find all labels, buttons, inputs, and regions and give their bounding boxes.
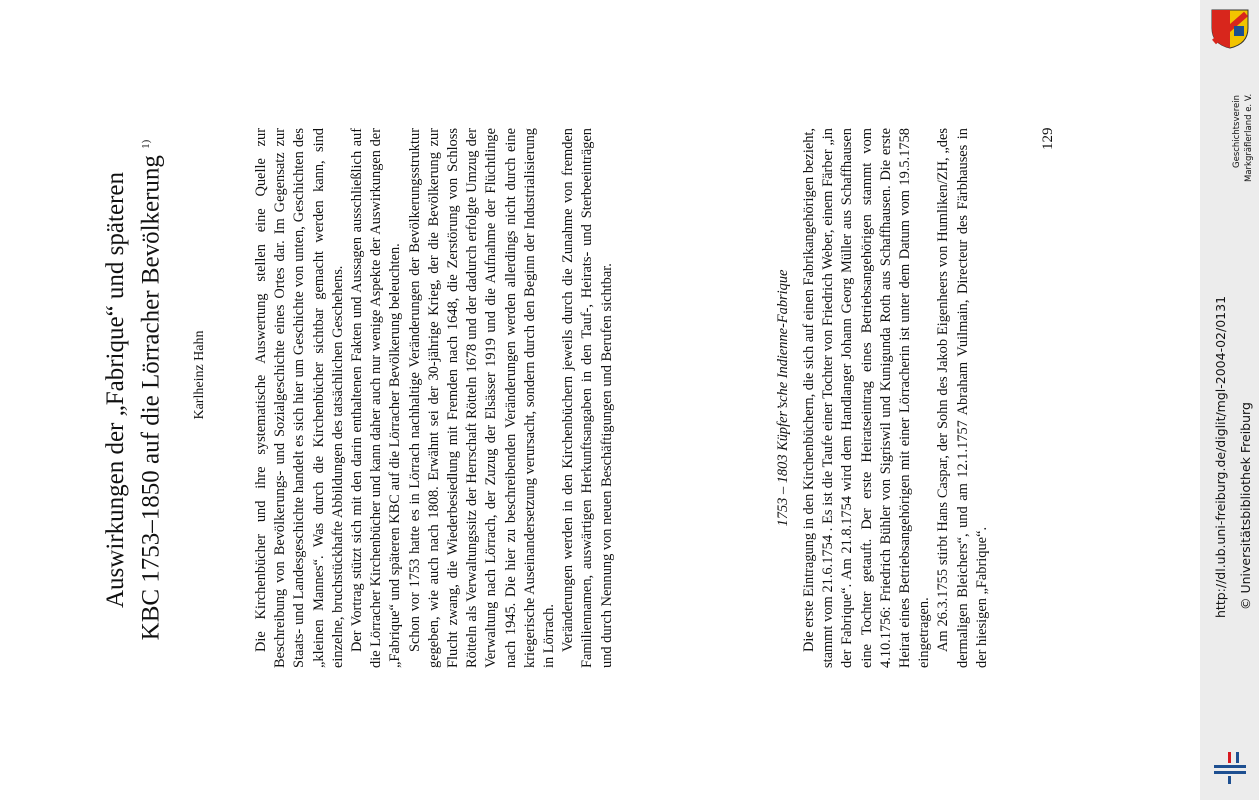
university-library-logo-icon [1210, 748, 1250, 788]
paragraph: Veränderungen werden in den Kirchenbüchern jeweils durch die Zunahme von fremden Familiennamen, auswärtigen Herkunftsangaben in den Tauf-, Heirats- und Sterbeeinträgen und durch Nennung von neuen Beschäftigungen und Berufen sichtbar. [560, 128, 615, 668]
author-name: Karlheinz Hahn [192, 330, 207, 420]
paragraph: Am 26.3.1755 stirbt Hans Caspar, der Sohn des Jakob Eigenheers von Humliken/ZH, „des dermaligen Bleichers“, und am 12.1.1757 Abraham Vuilmain, Directeur des Färbhauses in der hiesigen „Fabrique“. [935, 128, 990, 668]
body-text-section-1 [252, 128, 617, 668]
paragraph: Schon vor 1753 hatte es in Lörrach nachhaltige Veränderungen der Bevölkerungsstruktur gegeben, wie auch nach 1808. Erwähnt sei der 30-jährige Krieg, der die Bevölkerung zur Flucht zwang, die Wiederbesiedlung mit Fremden nach 1648, die Zerstörung von Schloss Rötteln als Verwaltungssitz der Herrschaft Rötteln 1678 und der dadurch erfolgte Umzug der Verwaltung nach Lörrach, der Zuzug der Elsässer 1919 und die Aufnahme der Flüchtlinge nach 1945. Die hier zu beschreibenden Veränderungen werden allerdings nicht durch eine kriegerische Auseinandersetzung verursacht, sondern durch den Beginn der Industrialisierung in Lörrach. [406, 128, 558, 668]
society-name-line-1: Geschichtsverein [1232, 94, 1242, 168]
society-name-line-2: Markgräflerland e. V. [1244, 93, 1254, 182]
paragraph: Die erste Eintragung in den Kirchenbüchern, die sich auf einen Fabrikangehörigen bezieht, stammt vom 21.6.1754 . Es ist die Taufe einer Tochter von Friedrich Weber, einem Färber „in der Fabrique“. Am 21.8.1754 wird dem Handlanger Johann Georg Müller aus Schaffhausen eine Tochter getauft. Der erste Heiratseintrag eines Betriebsangehörigen stammt vom 4.10.1756: Friedrich Bühler von Sigriswil und Kunigunda Roth aus Schaffhausen. Die erste Heirat eines Betriebsangehörigen mit einer Lörracherin ist unter dem Datum vom 19.5.1758 eingetragen. [801, 128, 933, 668]
footnote-marker: 1) [140, 139, 152, 149]
title-line-2: KBC 1753–1850 auf die Lörracher Bevölkerung $^{1)}$ [137, 139, 165, 641]
source-url[interactable]: http://dl.ub.uni-freiburg.de/diglit/mgl-2004-02/0131 [1213, 295, 1228, 618]
title-line-1: Auswirkungen der „Fabrique“ und späteren [102, 172, 129, 608]
section-heading: 1753 – 1803 Küpfer’sche Indienne-Fabrique [775, 269, 791, 527]
coat-of-arms-icon [1208, 6, 1252, 50]
paragraph: Der Vortrag stützt sich mit den darin enthaltenen Fakten und Aussagen ausschließlich auf die Lörracher Kirchenbücher und kann daher auch nur wenige Aspekte der Auswirkungen der „Fabrique“ und späteren KBC auf die Lörracher Bevölkerung beleuchten. [349, 128, 404, 668]
copyright-text: © Universitätsbibliothek Freiburg [1238, 402, 1253, 610]
body-text-section-2 [800, 128, 992, 668]
page-number: 129 [1040, 127, 1056, 150]
article-title [100, 130, 166, 650]
paragraph: Die Kirchenbücher und ihre systematische Auswertung stellen eine Quelle zur Beschreibung von Bevölkerungs- und Sozialgeschichte eines Ortes dar. Im Gegensatz zur Staats- und Landesgeschichte handelt es sich hier um Geschichte von unten, Geschichten des „kleinen Mannes“. Was durch die Kirchenbücher sichtbar gemacht werden kann, sind einzelne, bruchstückhafte Abbildungen des tatsächlichen Geschehens. [253, 128, 346, 668]
